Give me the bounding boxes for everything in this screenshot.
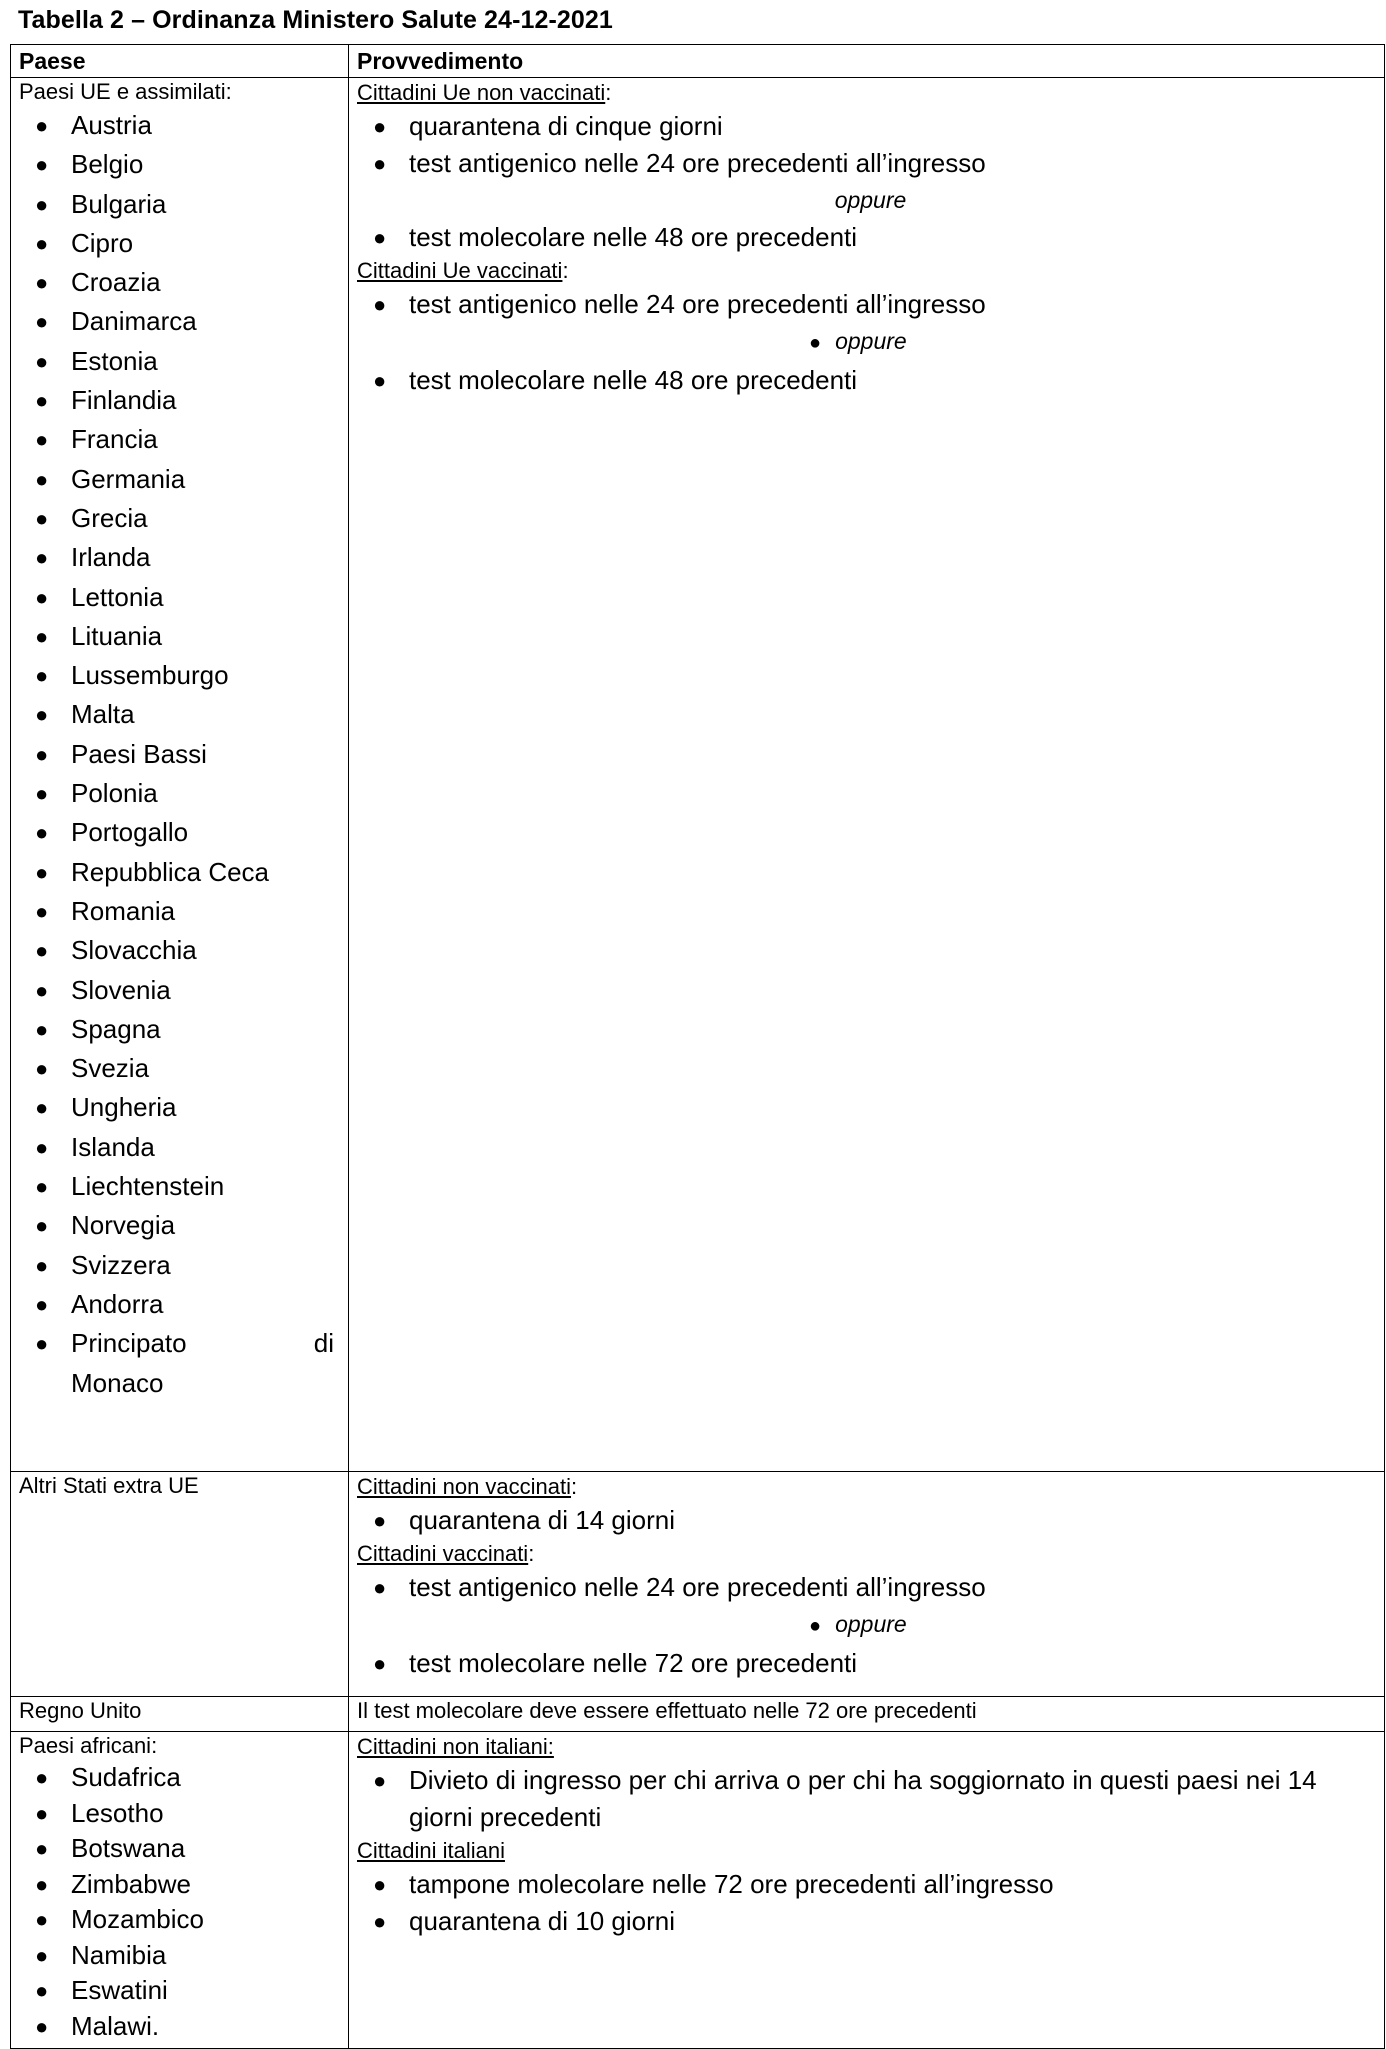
- list-item: ● test antigenico nelle 24 ore precedenti all’ingresso: [373, 148, 986, 178]
- list-item: ● Estonia: [35, 345, 158, 376]
- list-item: ● Liechtenstein: [35, 1171, 225, 1202]
- eu-vacc-oppure: ● oppure: [809, 328, 907, 354]
- cell-uk-measure: Il test molecolare deve essere effettuato nelle 72 ore precedenti: [349, 1697, 1385, 1732]
- list-item: ● Danimarca: [35, 306, 197, 337]
- cell-eu-countries: [11, 78, 349, 1472]
- list-item: ● test molecolare nelle 48 ore precedenti: [373, 365, 858, 395]
- eu-non-vacc-list: [357, 108, 1384, 182]
- cell-extra-label: Altri Stati extra UE: [11, 1472, 349, 1697]
- table-title: Tabella 2 – Ordinanza Ministero Salute 24-12-2021: [18, 6, 613, 34]
- list-item: ● Malawi.: [35, 2010, 160, 2041]
- list-item: ● Germania: [35, 463, 186, 494]
- row-eu: [11, 78, 1385, 1472]
- list-item: ● test antigenico nelle 24 ore precedenti all’ingresso: [373, 289, 986, 319]
- list-item: ● Sudafrica: [35, 1762, 181, 1792]
- list-item: ● Repubblica Ceca: [35, 856, 270, 887]
- row-uk: [11, 1697, 1385, 1732]
- list-item: ● Finlandia: [35, 385, 177, 416]
- extra-vacc-oppure: ● oppure: [809, 1611, 907, 1637]
- row-africa: [11, 1732, 1385, 2049]
- list-item: ● Mozambico: [35, 1904, 204, 1934]
- list-item: ● tampone molecolare nelle 72 ore precedenti all’ingresso: [373, 1869, 1054, 1899]
- header-provvedimento: Provvedimento: [349, 45, 1385, 78]
- cell-uk-label: Regno Unito: [11, 1697, 349, 1732]
- list-item: ● Spagna: [35, 1013, 161, 1044]
- eu-non-vacc-oppure: oppure: [834, 187, 907, 213]
- cell-extra-measures: Cittadini non vaccinati: ● quarantena di 14 giorni Cittadini vaccinati: ● test antigenico nelle 24 ore precedenti all’ingresso ● oppure ● test molecolare nelle 72 ore precedenti: [349, 1472, 1385, 1697]
- list-item: ● Polonia: [35, 778, 158, 809]
- list-item: ● Andorra: [35, 1288, 164, 1319]
- list-item: ● quarantena di cinque giorni: [373, 111, 723, 141]
- list-item: ● Svizzera: [35, 1249, 171, 1280]
- list-item: ● Austria: [35, 110, 152, 140]
- list-item: ● test antigenico nelle 24 ore precedenti all’ingresso: [373, 1572, 986, 1602]
- list-item: ● Grecia: [35, 502, 148, 533]
- eu-non-vacc-heading: Cittadini Ue non vaccinati:: [357, 80, 612, 105]
- list-item: ● Norvegia: [35, 1210, 176, 1241]
- eu-vacc-heading: Cittadini Ue vaccinati:: [357, 258, 569, 283]
- list-item: ● Portogallo: [35, 817, 189, 848]
- list-item: ● Lesotho: [35, 1797, 164, 1828]
- list-item: ● Paesi Bassi: [35, 738, 207, 769]
- list-item: ● Irlanda: [35, 542, 151, 573]
- cell-eu-measures: [349, 78, 1385, 1472]
- header-paese: Paese: [11, 45, 349, 78]
- cell-africa-measures: Cittadini non italiani: ● Divieto di ingresso per chi arriva o per chi ha soggiornato in questi paesi nei 14 giorni precedenti Cittadini italiani ● tampone molecolare nelle 72 ore precedenti all’ingresso ● quarantena di 10 giorni: [349, 1732, 1385, 2049]
- eu-country-list: [19, 106, 348, 1403]
- list-item: ● Romania: [35, 895, 176, 926]
- list-item: ● Divieto di ingresso per chi arriva o per chi ha soggiornato in questi paesi nei 14 giorni precedenti: [373, 1765, 1317, 1832]
- list-item: ● Slovenia: [35, 974, 171, 1005]
- list-item: ● Namibia: [35, 1939, 167, 1970]
- measures-table: [10, 44, 1385, 2049]
- list-item: ● Slovacchia: [35, 935, 197, 966]
- list-item: ● test molecolare nelle 72 ore precedenti: [373, 1648, 858, 1678]
- list-item: ● Ungheria: [35, 1092, 177, 1123]
- list-item: ● Malta: [35, 699, 135, 730]
- list-item: ● Francia: [35, 424, 158, 455]
- africa-country-list: [19, 1760, 348, 2044]
- list-item: ● Lettonia: [35, 581, 164, 612]
- list-item: ● Lituania: [35, 620, 163, 651]
- table-header-row: [11, 45, 1385, 78]
- list-item: ● Svezia: [35, 1053, 150, 1084]
- list-item: ● Principato di Monaco: [35, 1328, 334, 1398]
- list-item: ● quarantena di 10 giorni: [373, 1906, 675, 1936]
- list-item: ● Islanda: [35, 1131, 155, 1162]
- list-item: ● Belgio: [35, 149, 144, 180]
- list-item: ● Botswana: [35, 1833, 186, 1863]
- cell-africa-countries: Paesi africani: ● Sudafrica ● Lesotho ● Botswana ● Zimbabwe ● Mozambico ● Namibia ● Eswatini ● Malawi.: [11, 1732, 349, 2049]
- list-item: ● Bulgaria: [35, 188, 167, 219]
- row-extra-ue: [11, 1472, 1385, 1697]
- list-item: ● Eswatini: [35, 1975, 168, 2005]
- list-item: ● Croazia: [35, 267, 161, 298]
- list-item: ● Cipro: [35, 227, 134, 258]
- list-item: ● Lussemburgo: [35, 660, 229, 691]
- list-item: ● test molecolare nelle 48 ore precedenti: [373, 222, 858, 252]
- eu-label: Paesi UE e assimilati:: [19, 79, 232, 104]
- list-item: ● Zimbabwe: [35, 1868, 191, 1899]
- list-item: ● quarantena di 14 giorni: [373, 1505, 675, 1535]
